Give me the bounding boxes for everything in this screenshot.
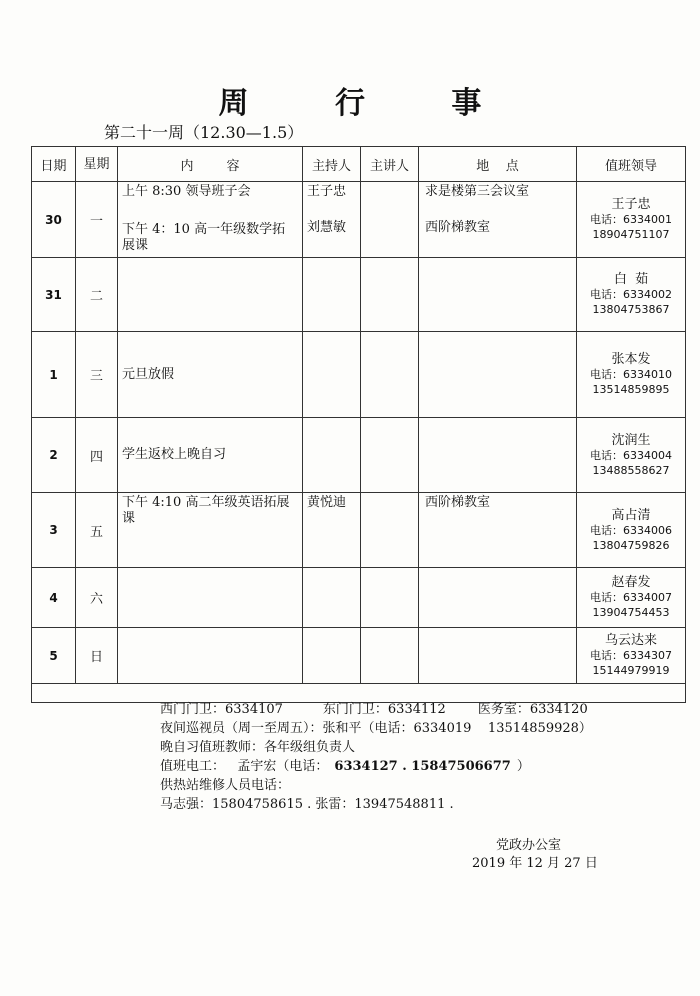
row-speaker [361,628,419,684]
row-content: 下午 4:10 高二年级英语拓展课 [118,493,303,568]
heating-label-line: 供热站维修人员电话： [160,778,291,793]
evening-study-line: 晚自习值班教师：各年级组负责人 [160,740,356,755]
leader-name: 王子忠 [611,197,651,212]
row-weekday: 四 [76,418,118,493]
content-line: 上午 8:30 领导班子会 [122,184,251,199]
leader-tel: 电话：6334010 [590,368,672,381]
row-speaker [361,258,419,332]
row-host [303,568,361,628]
row-place [419,418,577,493]
leader-tel: 电话：6334002 [590,288,672,301]
row-speaker [361,182,419,258]
row-leader [577,418,686,493]
place-line: 西阶梯教室 [425,220,491,235]
leader-mobile: 18904751107 [592,228,670,241]
header-date: 日期 [32,147,76,182]
row-host: 黄悦迪 [303,493,361,568]
row-content: 学生返校上晚自习 [118,418,303,493]
header-place: 地 点 [419,147,577,182]
row-speaker [361,493,419,568]
electrician-end: ） [516,759,530,774]
leader-tel: 电话：6334307 [590,649,672,662]
table-header-row [32,147,686,182]
contact-info [160,700,592,814]
row-place [419,258,577,332]
leader-mobile: 13904754453 [592,606,670,619]
leader-name: 高占清 [611,507,651,523]
row-date: 31 [32,258,76,332]
header-content: 内 容 [118,147,303,182]
row-weekday: 一 [76,182,118,258]
leader-name: 沈润生 [611,432,651,448]
row-content: 元旦放假 [118,332,303,418]
row-content [118,628,303,684]
row-place [419,182,577,258]
leader-mobile: 13804759826 [592,538,670,552]
table-row [32,418,686,493]
row-host [303,182,361,258]
row-speaker [361,332,419,418]
header-weekday: 星期 [76,147,118,182]
host-line: 王子忠 [307,184,347,199]
clinic-phone: 医务室：6334120 [477,702,588,717]
row-date: 3 [32,493,76,568]
header-leader: 值班领导 [577,147,686,182]
row-place [419,332,577,418]
table-row [32,332,686,418]
night-patrol-line: 夜间巡视员（周一至周五）：张和平（电话：6334019 13514859928） [160,721,592,736]
table-row [32,493,686,568]
row-place [419,628,577,684]
row-weekday: 日 [76,628,118,684]
east-gate-phone: 东门门卫：6334112 [322,702,446,717]
header-speaker: 主讲人 [361,147,419,182]
table-row [32,628,686,684]
header-host: 主持人 [303,147,361,182]
row-leader [577,182,686,258]
leader-tel: 电话：6334001 [590,213,672,226]
row-host [303,418,361,493]
table-row [32,568,686,628]
row-place [419,568,577,628]
row-weekday: 五 [76,493,118,568]
place-line: 求是楼第三会议室 [425,184,530,199]
page-title: 周 行 事 [218,86,520,121]
west-gate-phone: 西门门卫：6334107 [160,702,283,717]
row-leader [577,493,686,568]
issuing-office: 党政办公室 [496,838,562,853]
leader-name: 乌云达来 [604,633,657,648]
contact-line-gates [160,700,592,719]
schedule-table [31,146,686,703]
row-date: 30 [32,182,76,258]
leader-mobile: 15144979919 [592,664,670,677]
table-row [32,182,686,258]
leader-tel: 电话：6334004 [590,448,672,462]
row-leader [577,628,686,684]
issue-date: 2019 年 12 月 27 日 [472,856,598,871]
leader-name: 赵春发 [611,575,651,590]
row-date: 4 [32,568,76,628]
electrician-label: 值班电工： 孟宇宏（电话： [160,759,329,774]
table-row [32,258,686,332]
leader-tel: 电话：6334006 [590,523,672,537]
host-line: 刘慧敏 [307,220,347,235]
row-date: 5 [32,628,76,684]
leader-mobile: 13514859895 [592,383,670,396]
row-weekday: 六 [76,568,118,628]
row-weekday: 三 [76,332,118,418]
row-date: 2 [32,418,76,493]
row-host [303,332,361,418]
row-place: 西阶梯教室 [419,493,577,568]
row-host [303,628,361,684]
row-leader [577,332,686,418]
row-speaker [361,418,419,493]
leader-tel: 电话：6334007 [590,591,672,604]
row-speaker [361,568,419,628]
electrician-numbers: 6334127 . 15847506677 [334,759,511,774]
row-date: 1 [32,332,76,418]
row-leader [577,568,686,628]
row-host [303,258,361,332]
leader-name: 白 茹 [613,272,649,287]
row-content [118,258,303,332]
row-content [118,568,303,628]
row-leader [577,258,686,332]
leader-name: 张本发 [611,352,651,367]
leader-mobile: 13804753867 [592,303,670,316]
content-line: 下午 4：10 高一年级数学拓展课 [122,222,286,253]
row-weekday: 二 [76,258,118,332]
week-label: 第二十一周（12.30—1.5） [104,123,304,142]
electrician-line [160,757,592,776]
row-content [118,182,303,258]
leader-mobile: 13488558627 [592,463,670,477]
heating-contacts-line: 马志强：15804758615 . 张雷：13947548811 . [160,797,454,812]
